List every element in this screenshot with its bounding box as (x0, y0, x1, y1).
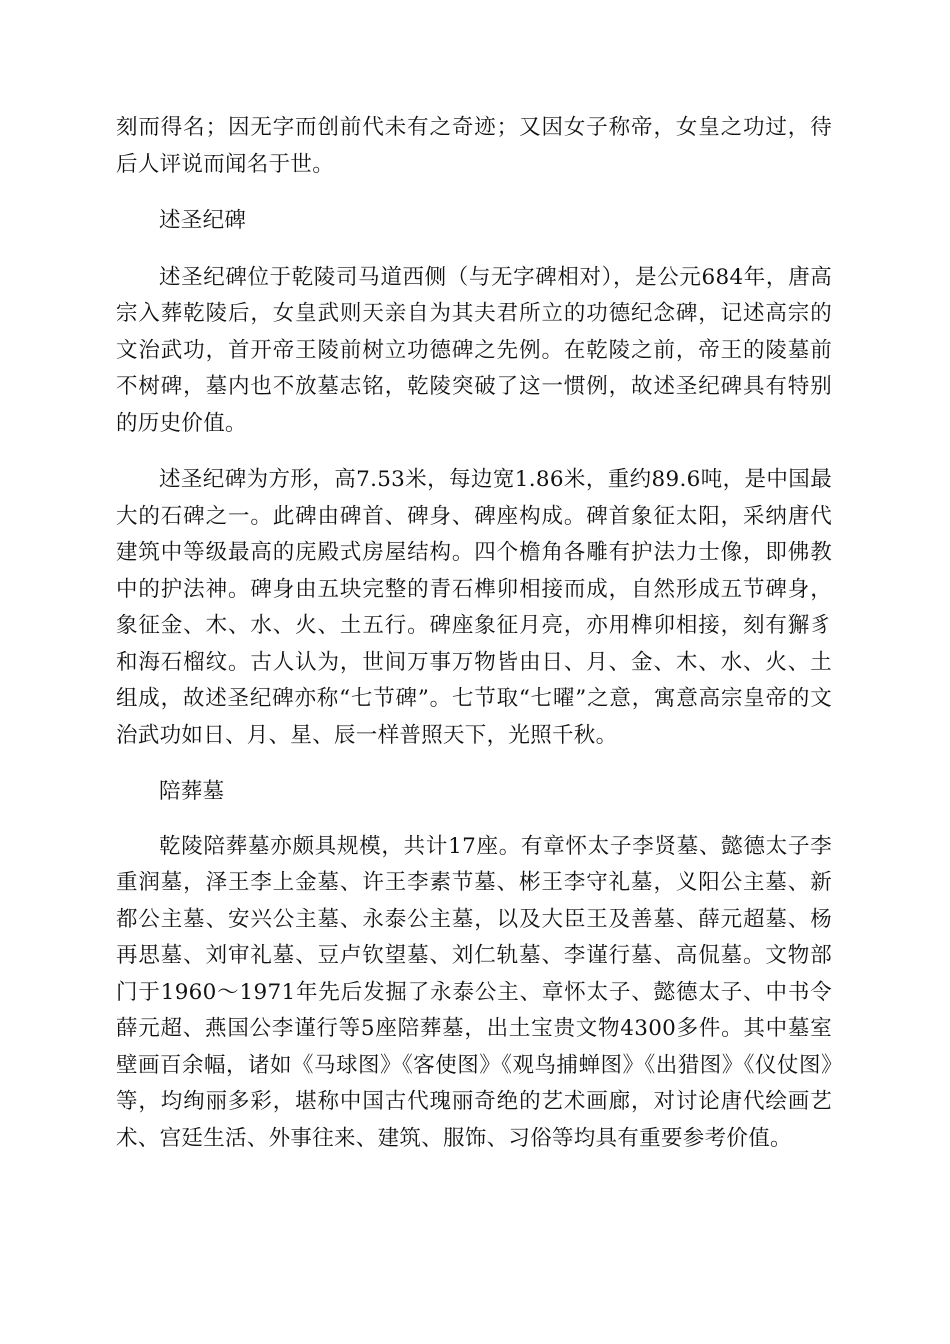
paragraph-peizangmu: 乾陵陪葬墓亦颇具规模，共计17座。有章怀太子李贤墓、懿德太子李重润墓，泽王李上金墓、许王李素节墓、彬王李守礼墓，义阳公主墓、新都公主墓、安兴公主墓、永泰公主墓，以及大臣王及善墓、薛元超墓、杨再思墓、刘审礼墓、豆卢钦望墓、刘仁轨墓、李谨行墓、高侃墓。文物部门于1960～1971年先后发掘了永泰公主、章怀太子、懿德太子、中书令薛元超、燕国公李谨行等5座陪葬墓，出土宝贵文物4300多件。其中墓室壁画百余幅，诸如《马球图》《客使图》《观鸟捕蝉图》《出猎图》《仪仗图》等，均绚丽多彩，堪称中国古代瑰丽奇绝的艺术画廊，对讨论唐代绘画艺术、宫廷生活、外事往来、建筑、服饰、习俗等均具有重要参考价值。 (116, 833, 832, 1151)
paragraph-shushengji-location: 述圣纪碑位于乾陵司马道西侧（与无字碑相对），是公元684年，唐高宗入葬乾陵后，女皇武则天亲自为其夫君所立的功德纪念碑，记述高宗的文治武功，首开帝王陵前树立功德碑之先例。在乾陵之前，帝王的陵墓前不树碑，墓内也不放墓志铭，乾陵突破了这一惯例，故述圣纪碑具有特别的历史价值。 (116, 264, 832, 436)
section-heading-shushengji: 述圣纪碑 (159, 208, 247, 233)
continuation-paragraph: 刻而得名；因无字而创前代未有之奇迹；又因女子称帝，女皇之功过，待后人评说而闻名于世。 (116, 115, 832, 177)
document-page (116, 110, 832, 1157)
paragraph-shushengji-structure: 述圣纪碑为方形，高7.53米，每边宽1.86米，重约89.6吨，是中国最大的石碑之一。此碑由碑首、碑身、碑座构成。碑首象征太阳，采纳唐代建筑中等级最高的庑殿式房屋结构。四个檐角各雕有护法力士像，即佛教中的护法神。碑身由五块完整的青石榫卯相接而成，自然形成五节碑身，象征金、木、水、火、土五行。碑座象征月亮，亦用榫卯相接，刻有獬豸和海石榴纹。古人认为，世间万事万物皆由日、月、金、木、水、火、土组成，故述圣纪碑亦称“七节碑”。七节取“七曜”之意，寓意高宗皇帝的文治武功如日、月、星、辰一样普照天下，光照千秋。 (116, 467, 832, 748)
section-heading-peizangmu: 陪葬墓 (159, 779, 225, 804)
